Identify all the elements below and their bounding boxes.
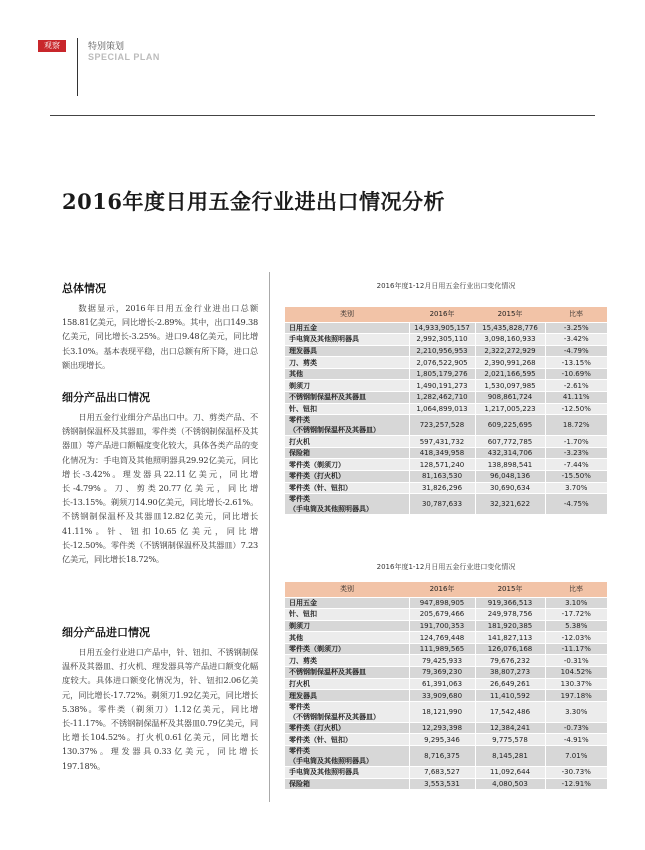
cell-ratio: -13.15% xyxy=(545,357,607,369)
table-row xyxy=(285,380,607,392)
header-2016: 2016年 xyxy=(409,307,475,322)
cell-ratio: 18.72% xyxy=(545,415,607,436)
cell-2016: 7,683,527 xyxy=(409,767,475,779)
cell-category: 不锈钢制保温杯及其器皿 xyxy=(285,392,409,404)
cell-2015: 11,092,644 xyxy=(475,767,545,779)
cell-2015: 30,690,634 xyxy=(475,482,545,494)
cell-2016: 2,992,305,110 xyxy=(409,334,475,346)
section-heading: 总体情况 xyxy=(62,282,106,295)
cell-category: 针、钮扣 xyxy=(285,609,409,621)
cell-category: 零件类（打火机） xyxy=(285,722,409,734)
cell-2015: 1,530,097,985 xyxy=(475,380,545,392)
table-row xyxy=(285,667,607,679)
cell-2016: 3,553,531 xyxy=(409,778,475,790)
cell-ratio: -4.91% xyxy=(545,734,607,746)
section-paragraph: 数据显示，2016年日用五金行业进出口总额158.81亿美元，同比增长-2.89%。其中，出口149.38亿美元，同比增长-3.25%。进口9.48亿美元，同比增长3.10%。基本表现平稳，出口总额有所下降，进口总额出现增长。 xyxy=(62,303,258,370)
cell-ratio: 130.37% xyxy=(545,678,607,690)
cell-ratio: 3.30% xyxy=(545,701,607,722)
cell-2016: 31,826,296 xyxy=(409,482,475,494)
cell-2016: 33,909,680 xyxy=(409,690,475,702)
cell-category: 日用五金 xyxy=(285,322,409,334)
section-name: 特别策划 xyxy=(88,42,125,52)
cell-2016: 1,064,899,013 xyxy=(409,403,475,415)
header-category: 类别 xyxy=(285,582,409,597)
cell-ratio: -3.23% xyxy=(545,447,607,459)
cell-2016: 79,369,230 xyxy=(409,667,475,679)
table-row xyxy=(285,734,607,746)
table-row xyxy=(285,357,607,369)
header-category: 类别 xyxy=(285,307,409,322)
cell-category: 剃须刀 xyxy=(285,380,409,392)
cell-2015: 3,098,160,933 xyxy=(475,334,545,346)
cell-2016: 191,700,353 xyxy=(409,620,475,632)
table-header-row xyxy=(285,582,607,597)
cell-2016: 14,933,905,157 xyxy=(409,322,475,334)
cell-2015: 4,080,503 xyxy=(475,778,545,790)
section-overall xyxy=(62,280,258,372)
cell-2015: 79,676,232 xyxy=(475,655,545,667)
cell-ratio: -17.72% xyxy=(545,609,607,621)
cell-2016: 8,716,375 xyxy=(409,746,475,767)
table-row xyxy=(285,701,607,722)
table-row xyxy=(285,767,607,779)
cell-ratio: -4.79% xyxy=(545,345,607,357)
cell-ratio: -3.25% xyxy=(545,322,607,334)
cell-ratio: -12.91% xyxy=(545,778,607,790)
cell-2016: 18,121,990 xyxy=(409,701,475,722)
cell-ratio: -30.73% xyxy=(545,767,607,779)
cell-2016: 205,679,466 xyxy=(409,609,475,621)
table-row xyxy=(285,322,607,334)
cell-category: 零件类（针、钮扣） xyxy=(285,734,409,746)
cell-ratio: 197.18% xyxy=(545,690,607,702)
cell-2015: 908,861,724 xyxy=(475,392,545,404)
table-row xyxy=(285,722,607,734)
cell-2015: 17,542,486 xyxy=(475,701,545,722)
cell-2015: 11,410,592 xyxy=(475,690,545,702)
section-import xyxy=(62,624,258,773)
export-table xyxy=(285,307,607,515)
table-row xyxy=(285,459,607,471)
cell-2015: 249,978,756 xyxy=(475,609,545,621)
import-table-caption: 2016年度1-12月日用五金行业进口变化情况 xyxy=(376,563,516,571)
cell-2016: 9,295,346 xyxy=(409,734,475,746)
cell-2015: 9,775,578 xyxy=(475,734,545,746)
table-row xyxy=(285,482,607,494)
cell-category: 其他 xyxy=(285,368,409,380)
cell-category: 刀、剪类 xyxy=(285,357,409,369)
cell-ratio: -11.17% xyxy=(545,643,607,655)
cell-2016: 81,163,530 xyxy=(409,471,475,483)
column-divider xyxy=(269,272,270,802)
cell-2015: 919,366,513 xyxy=(475,597,545,609)
table-row xyxy=(285,620,607,632)
cell-2015: 141,827,113 xyxy=(475,632,545,644)
cell-category: 刀、剪类 xyxy=(285,655,409,667)
header-rule xyxy=(50,115,595,116)
table-row xyxy=(285,415,607,436)
cell-2016: 723,257,528 xyxy=(409,415,475,436)
export-table-caption: 2016年度1-12月日用五金行业出口变化情况 xyxy=(376,282,516,290)
cell-ratio: -2.61% xyxy=(545,380,607,392)
cell-2016: 30,787,633 xyxy=(409,494,475,515)
cell-category: 手电筒及其他照明器具 xyxy=(285,767,409,779)
cell-2016: 124,769,448 xyxy=(409,632,475,644)
article-title: 2016年度日用五金行业进出口情况分析 xyxy=(62,189,445,214)
cell-category: 保险箱 xyxy=(285,778,409,790)
cell-ratio: -7.44% xyxy=(545,459,607,471)
cell-category: 零件类（剃须刀） xyxy=(285,643,409,655)
cell-ratio: -0.31% xyxy=(545,655,607,667)
cell-category: 零件类 （不锈钢制保温杯及其器皿） xyxy=(285,701,409,722)
table-row xyxy=(285,334,607,346)
cell-2015: 607,772,785 xyxy=(475,436,545,448)
cell-2015: 96,048,136 xyxy=(475,471,545,483)
cell-ratio: 41.11% xyxy=(545,392,607,404)
table-row xyxy=(285,368,607,380)
import-table xyxy=(285,582,607,790)
cell-category: 零件类 （不锈钢制保温杯及其器皿） xyxy=(285,415,409,436)
cell-2015: 138,898,541 xyxy=(475,459,545,471)
cell-2016: 1,282,462,710 xyxy=(409,392,475,404)
cell-2016: 1,805,179,276 xyxy=(409,368,475,380)
cell-2016: 947,898,905 xyxy=(409,597,475,609)
cell-2015: 181,920,385 xyxy=(475,620,545,632)
section-export xyxy=(62,389,258,566)
table-row xyxy=(285,471,607,483)
header-2016: 2016年 xyxy=(409,582,475,597)
cell-2016: 418,349,958 xyxy=(409,447,475,459)
table-row xyxy=(285,609,607,621)
cell-category: 针、钮扣 xyxy=(285,403,409,415)
table-row xyxy=(285,436,607,448)
cell-2016: 61,391,063 xyxy=(409,678,475,690)
section-name-en: SPECIAL PLAN xyxy=(88,52,160,62)
section-paragraph: 日用五金行业进口产品中，针、钮扣、不锈钢制保温杯及其器皿、打火机、理发器具等产品进口额变化幅度较大。具体进口额变化情况为，针、钮扣2.06亿美元，同比增长-17.72%。剃须刀1.92亿美元，同比增长5.38%。零件类（剃须刀）1.12亿美元，同比增长-11.17%。不锈钢制保温杯及其器皿0.79亿美元，同比增长104.52%。打火机0.61亿美元，同比增长130.37%。理发器具0.33亿美元，同比增长197.18%。 xyxy=(62,647,258,771)
table-row xyxy=(285,655,607,667)
cell-category: 理发器具 xyxy=(285,345,409,357)
cell-2015: 12,384,241 xyxy=(475,722,545,734)
cell-ratio: 104.52% xyxy=(545,667,607,679)
header-divider xyxy=(77,38,78,96)
column-tag: 观察 xyxy=(38,40,66,52)
table-row xyxy=(285,494,607,515)
table-row xyxy=(285,778,607,790)
cell-2016: 2,210,956,953 xyxy=(409,345,475,357)
header-ratio: 比率 xyxy=(545,307,607,322)
cell-2015: 1,217,005,223 xyxy=(475,403,545,415)
cell-2016: 2,076,522,905 xyxy=(409,357,475,369)
table-header-row xyxy=(285,307,607,322)
cell-category: 零件类（剃须刀） xyxy=(285,459,409,471)
cell-ratio: 5.38% xyxy=(545,620,607,632)
cell-2015: 38,807,273 xyxy=(475,667,545,679)
cell-2015: 15,435,828,776 xyxy=(475,322,545,334)
cell-ratio: -3.42% xyxy=(545,334,607,346)
cell-category: 零件类 （手电筒及其他照明器具） xyxy=(285,746,409,767)
cell-ratio: 3.70% xyxy=(545,482,607,494)
cell-2015: 432,314,706 xyxy=(475,447,545,459)
cell-2016: 111,989,565 xyxy=(409,643,475,655)
cell-2015: 26,649,261 xyxy=(475,678,545,690)
cell-ratio: 3.10% xyxy=(545,597,607,609)
cell-category: 剃须刀 xyxy=(285,620,409,632)
cell-category: 不锈钢制保温杯及其器皿 xyxy=(285,667,409,679)
cell-category: 其他 xyxy=(285,632,409,644)
section-paragraph: 日用五金行业细分产品出口中。刀、剪类产品、不锈钢制保温杯及其器皿，零件类（不锈钢制保温杯及其器皿）等产品进口额幅度变化较大，具体各类产品的变化情况为：手电筒及其他照明器具29.92亿美元，同比增长-3.42%。理发器具22.11亿美元，同比增长-4.79%。刀、剪类20.77亿美元，同比增长-13.15%。剃须刀14.90亿美元，同比增长-2.61%。不锈钢制保温杯及其器皿12.82亿美元，同比增长41.11%。针、钮扣10.65亿美元，同比增长-12.50%。零件类（不锈钢制保温杯及其器皿）7.23亿美元，同比增长18.72%。 xyxy=(62,412,258,565)
table-row xyxy=(285,447,607,459)
header-2015: 2015年 xyxy=(475,582,545,597)
cell-category: 零件类（针、钮扣） xyxy=(285,482,409,494)
cell-2015: 2,021,166,595 xyxy=(475,368,545,380)
cell-2015: 609,225,695 xyxy=(475,415,545,436)
cell-2016: 597,431,732 xyxy=(409,436,475,448)
table-row xyxy=(285,678,607,690)
cell-ratio: -12.50% xyxy=(545,403,607,415)
table-row xyxy=(285,746,607,767)
cell-2016: 12,293,398 xyxy=(409,722,475,734)
cell-2016: 128,571,240 xyxy=(409,459,475,471)
cell-category: 零件类（打火机） xyxy=(285,471,409,483)
cell-ratio: -10.69% xyxy=(545,368,607,380)
table-row xyxy=(285,392,607,404)
cell-category: 零件类 （手电筒及其他照明器具） xyxy=(285,494,409,515)
cell-2016: 79,425,933 xyxy=(409,655,475,667)
table-row xyxy=(285,643,607,655)
cell-ratio: -4.75% xyxy=(545,494,607,515)
table-row xyxy=(285,632,607,644)
table-row xyxy=(285,403,607,415)
cell-category: 日用五金 xyxy=(285,597,409,609)
table-row xyxy=(285,345,607,357)
cell-2015: 32,321,622 xyxy=(475,494,545,515)
cell-2015: 2,390,991,268 xyxy=(475,357,545,369)
cell-category: 打火机 xyxy=(285,436,409,448)
table-row xyxy=(285,690,607,702)
section-heading: 细分产品出口情况 xyxy=(62,391,150,404)
cell-2015: 2,322,272,929 xyxy=(475,345,545,357)
cell-2016: 1,490,191,273 xyxy=(409,380,475,392)
cell-2015: 8,145,281 xyxy=(475,746,545,767)
cell-category: 手电筒及其他照明器具 xyxy=(285,334,409,346)
table-row xyxy=(285,597,607,609)
header-ratio: 比率 xyxy=(545,582,607,597)
cell-ratio: -15.50% xyxy=(545,471,607,483)
cell-category: 保险箱 xyxy=(285,447,409,459)
cell-2015: 126,076,168 xyxy=(475,643,545,655)
cell-ratio: -1.70% xyxy=(545,436,607,448)
cell-ratio: 7.01% xyxy=(545,746,607,767)
cell-category: 打火机 xyxy=(285,678,409,690)
cell-ratio: -0.73% xyxy=(545,722,607,734)
header-2015: 2015年 xyxy=(475,307,545,322)
cell-category: 理发器具 xyxy=(285,690,409,702)
section-heading: 细分产品进口情况 xyxy=(62,626,150,639)
cell-ratio: -12.03% xyxy=(545,632,607,644)
